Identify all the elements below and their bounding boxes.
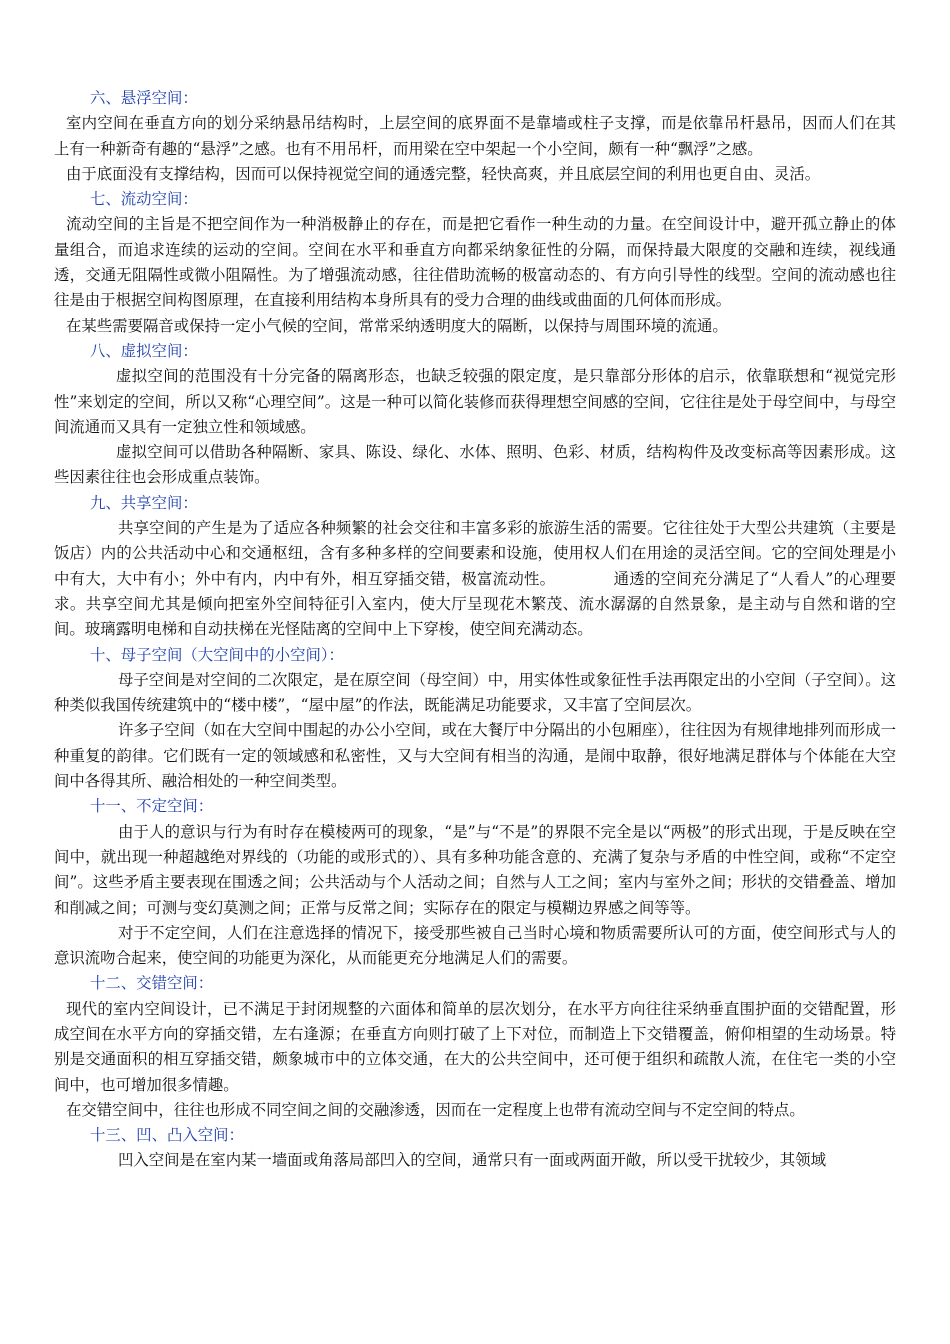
- section-heading: 六、悬浮空间：: [90, 89, 198, 107]
- paragraph: 由于人的意识与行为有时存在模棱两可的现象，“是”与“不是”的界限不完全是以“两极”的形式出现，于是反映在空间中，就出现一种超越绝对界线的（功能的或形式的）、具有多种功能含意的、充满了复杂与矛盾的中性空间，或称“不定空间”。这些矛盾主要表现在围透之间；公共活动与个人活动之间；自然与人工之间；室内与室外之间；形状的交错叠盖、增加和削减之间；可测与变幻莫测之间；正常与反常之间；实际存在的限定与模糊边界感之间等等。: [54, 822, 896, 917]
- paragraph: 虚拟空间可以借助各种隔断、家具、陈设、绿化、水体、照明、色彩、材质，结构构件及改变标高等因素形成。这些因素往往也会形成重点装饰。: [54, 443, 896, 487]
- paragraph: [54, 516, 896, 642]
- section-heading: 九、共享空间：: [90, 493, 198, 512]
- paragraph: 母子空间是对空间的二次限定，是在原空间（母空间）中，用实体性或象征性手法再限定出的小空间（子空间）。这种类似我国传统建筑中的“楼中楼”，“屋中屋”的作法，既能满足功能要求，又丰富了空间层次。: [54, 670, 896, 715]
- section-heading: 八、虚拟空间：: [90, 341, 198, 360]
- paragraph: 流动空间的主旨是不把空间作为一种消极静止的存在，而是把它看作一种生动的力量。在空间设计中，避开孤立静止的体量组合，而追求连续的运动的空间。空间在水平和垂直方向都采纳象征性的分隔，而保持最大限度的交融和连续，视线通透，交通无阻隔性或微小阻隔性。为了增强流动感，往往借助流畅的极富动态的、有方向引导性的线型。空间的流动感也往往是由于根据空间构图原理，在直接利用结构本身所具有的受力合理的曲线或曲面的几何体而形成。: [54, 215, 896, 310]
- paragraph-part: 共享空间的产生是为了适应各种频繁的社会交往和丰富多彩的旅游生活的需要。它往往处于大型公共建筑（主要是饭店）内的公共活动中心和交通枢纽，含有多种多样的空间要素和设施，使用权人们在用途的灵活空间。它的空间处理是小中有大，大中有小；外中有内，内中有外，相互穿插交错，极富流动性。: [54, 519, 896, 588]
- paragraph: 由于底面没有支撑结构，因而可以保持视觉空间的通透完整，轻快高爽，并且底层空间的利用也更自由、灵活。: [66, 164, 821, 183]
- section-heading: 七、流动空间：: [90, 190, 198, 209]
- paragraph: 对于不定空间，人们在注意选择的情况下，接受那些被自己当时心境和物质需要所认可的方面，使空间形式与人的意识流吻合起来，使空间的功能更为深化，从而能更充分地满足人们的需要。: [54, 923, 896, 968]
- section-heading: 十、母子空间（大空间中的小空间）：: [90, 645, 344, 664]
- paragraph: 室内空间在垂直方向的划分采纳悬吊结构时，上层空间的底界面不是靠墙或柱子支撑，而是依靠吊杆悬吊，因而人们在其上有一种新奇有趣的“悬浮”之感。也有不用吊杆，而用梁在空中架起一个小空间，颇有一种“飘浮”之感。: [54, 114, 896, 158]
- paragraph: 虚拟空间的范围没有十分完备的隔离形态，也缺乏较强的限定度，是只靠部分形体的启示，依靠联想和“视觉完形性”来划定的空间，所以又称“心理空间”。这是一种可以简化装修而获得理想空间感的空间，它往往是处于母空间中，与母空间流通而又具有一定独立性和领域感。: [54, 367, 896, 436]
- section-heading: 十三、凹、凸入空间：: [90, 1126, 244, 1145]
- paragraph: 现代的室内空间设计，已不满足于封闭规整的六面体和简单的层次划分，在水平方向往往采纳垂直围护面的交错配置，形成空间在水平方向的穿插交错，左右逢源；在垂直方向则打破了上下对位，而制造上下交错覆盖，俯仰相望的生动场景。特别是交通面积的相互穿插交错，颇象城市中的立体交通，在大的公共空间中，还可便于组织和疏散人流，在住宅一类的小空间中，也可增加很多情趣。: [54, 999, 896, 1094]
- paragraph: 在交错空间中，往往也形成不同空间之间的交融渗透，因而在一定程度上也带有流动空间与不定空间的特点。: [66, 1100, 805, 1119]
- paragraph-part: 通透的空间充分满足了“人看人”的心理要求。共享空间尤其是倾向把室外空间特征引入室内，使大厅呈现花木繁茂、流水潺潺的自然景象，是主动与自然和谐的空间。玻璃露明电梯和自动扶梯在光怪陆离的空间中上下穿梭，使空间充满动态。: [54, 569, 896, 639]
- paragraph: 许多子空间（如在大空间中围起的办公小空间，或在大餐厅中分隔出的小包厢座），往往因为有规律地排列而形成一种重复的韵律。它们既有一定的领域感和私密性，又与大空间有相当的沟通，是闹中取静，很好地满足群体与个体能在大空间中各得其所、融洽相处的一种空间类型。: [54, 721, 896, 791]
- document-page: [54, 86, 896, 1174]
- paragraph: 在某些需要隔音或保持一定小气候的空间，常常采纳透明度大的隔断，以保持与周围环境的流通。: [66, 316, 728, 335]
- section-heading: 十二、交错空间：: [90, 974, 214, 993]
- paragraph: 凹入空间是在室内某一墙面或角落局部凹入的空间，通常只有一面或两面开敞，所以受干扰较少，其领域: [118, 1151, 826, 1170]
- section-heading: 十一、不定空间：: [90, 797, 214, 816]
